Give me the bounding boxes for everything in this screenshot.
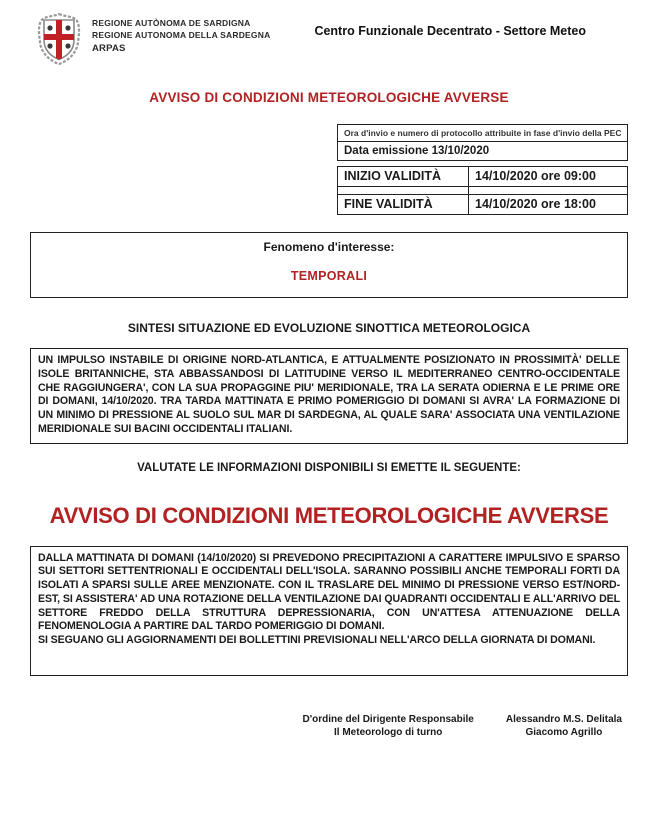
meta-validity-stack (30, 124, 628, 215)
validity-end-value: 14/10/2020 ore 18:00 (469, 195, 628, 215)
synthesis-text: UN IMPULSO INSTABILE DI ORIGINE NORD-ATLANTICA, E ATTUALMENTE POSIZIONATO IN PROSSIMITÀ' DELLE ISOLE BRITANNICHE, STA ABBASSANDOSI DI LATITUDINE VERSO IL MEDITERRANEO CENTRO-OCCIDENTALE CHE RAGGIUNGERA', CON LA SUA PROPAGGINE PIU' MERIDIONALE, TRA LA SERATA ODIERNA E LE PRIME ORE DI DOMANI, 14/10/2020. TRA TARDA MATTINATA E PRIMO POMERIGGIO DI DOMANI SI AVRA' LA FORMAZIONE DI UN MINIMO DI PRESSIONE AL SUOLO SUL MAR DI SARDEGNA, AL QUALE SARA' ASSOCIATA UNA VENTILAZIONE MERIDIONALE SUI BACINI OCCIDENTALI ITALIANI. (38, 354, 620, 435)
synthesis-heading: SINTESI SITUAZIONE ED EVOLUZIONE SINOTTICA METEOROLOGICA (127, 321, 531, 335)
phenomenon-value: TEMPORALI (290, 269, 368, 283)
pec-note: Ora d'invio e numero di protocollo attribuite in fase d'invio della PEC (338, 125, 628, 142)
emission-table (337, 124, 628, 161)
org-acronym: ARPAS (92, 42, 126, 54)
document-title-top: AVVISO DI CONDIZIONI METEOROLOGICHE AVVERSE (149, 90, 509, 105)
warning-paragraph-2: SI SEGUANO GLI AGGIORNAMENTI DEI BOLLETTINI PREVISIONALI NELL'ARCO DELLA GIORNATA DI DOMANI. (38, 634, 596, 647)
signature-name-line2: Giacomo Agrillo (525, 727, 603, 739)
issue-statement: VALUTATE LE INFORMAZIONI DISPONIBILI SI EMETTE IL SEGUENTE: (137, 461, 521, 474)
validity-start-label: INIZIO VALIDITÀ (338, 167, 469, 187)
sardinia-coat-of-arms-icon (36, 13, 82, 65)
document-header (30, 0, 628, 65)
emission-date: Data emissione 13/10/2020 (338, 142, 628, 161)
phenomenon-label: Fenomeno d'interesse: (263, 240, 395, 254)
validity-row-end (338, 195, 628, 215)
phenomenon-box (30, 232, 628, 298)
signature-role (303, 713, 474, 740)
validity-row-start (338, 167, 628, 187)
validity-end-label: FINE VALIDITÀ (338, 195, 469, 215)
signature-role-line1: D'ordine del Dirigente Responsabile (302, 713, 474, 725)
signature-role-line2: Il Meteorologo di turno (334, 727, 443, 739)
validity-spacer-row (338, 187, 628, 195)
org-line-italian: REGIONE AUTONOMA DELLA SARDEGNA (92, 30, 271, 41)
signature-name-line1: Alessandro M.S. Delitala (505, 713, 622, 725)
warning-paragraph-1: DALLA MATTINATA DI DOMANI (14/10/2020) SI PREVEDONO PRECIPITAZIONI A CARATTERE IMPULSIVO E SPARSO SUI SETTORI SETTENTRIONALI E OCCIDENTALI DELL'ISOLA. SARANNO POSSIBILI ANCHE TEMPORALI FORTI DA ISOLATI A SPARSI SULLE AREE MENZIONATE. CON IL TRASLARE DEL MINIMO DI PRESSIONE VERSO EST/NORD-EST, SI ASSISTERA' AD UNA ROTAZIONE DELLA VENTILAZIONE DAI QUADRANTI OCCIDENTALI E ALL'ARRIVO DEL SETTORE FREDDO DELLA STRUTTURA DEPRESSIONARIA, CON UN'ATTESA ATTENUAZIONE DELLA FENOMENOLOGIA A PARTIRE DAL TARDO POMERIGGIO DI DOMANI. (38, 551, 620, 633)
org-line-sardinian: REGIONE AUTÒNOMA DE SARDIGNA (92, 18, 251, 28)
organization-name-block (92, 13, 270, 55)
validity-table (337, 166, 628, 215)
warning-box (30, 546, 628, 676)
validity-start-value: 14/10/2020 ore 09:00 (469, 167, 628, 187)
signature-names (506, 713, 622, 740)
main-warning-title: AVVISO DI CONDIZIONI METEOROLOGICHE AVVERSE (49, 502, 609, 528)
document-content (30, 0, 628, 740)
synthesis-box (30, 348, 628, 444)
signature-block (30, 713, 628, 740)
department-title: Centro Funzionale Decentrato - Settore Meteo (314, 24, 586, 38)
